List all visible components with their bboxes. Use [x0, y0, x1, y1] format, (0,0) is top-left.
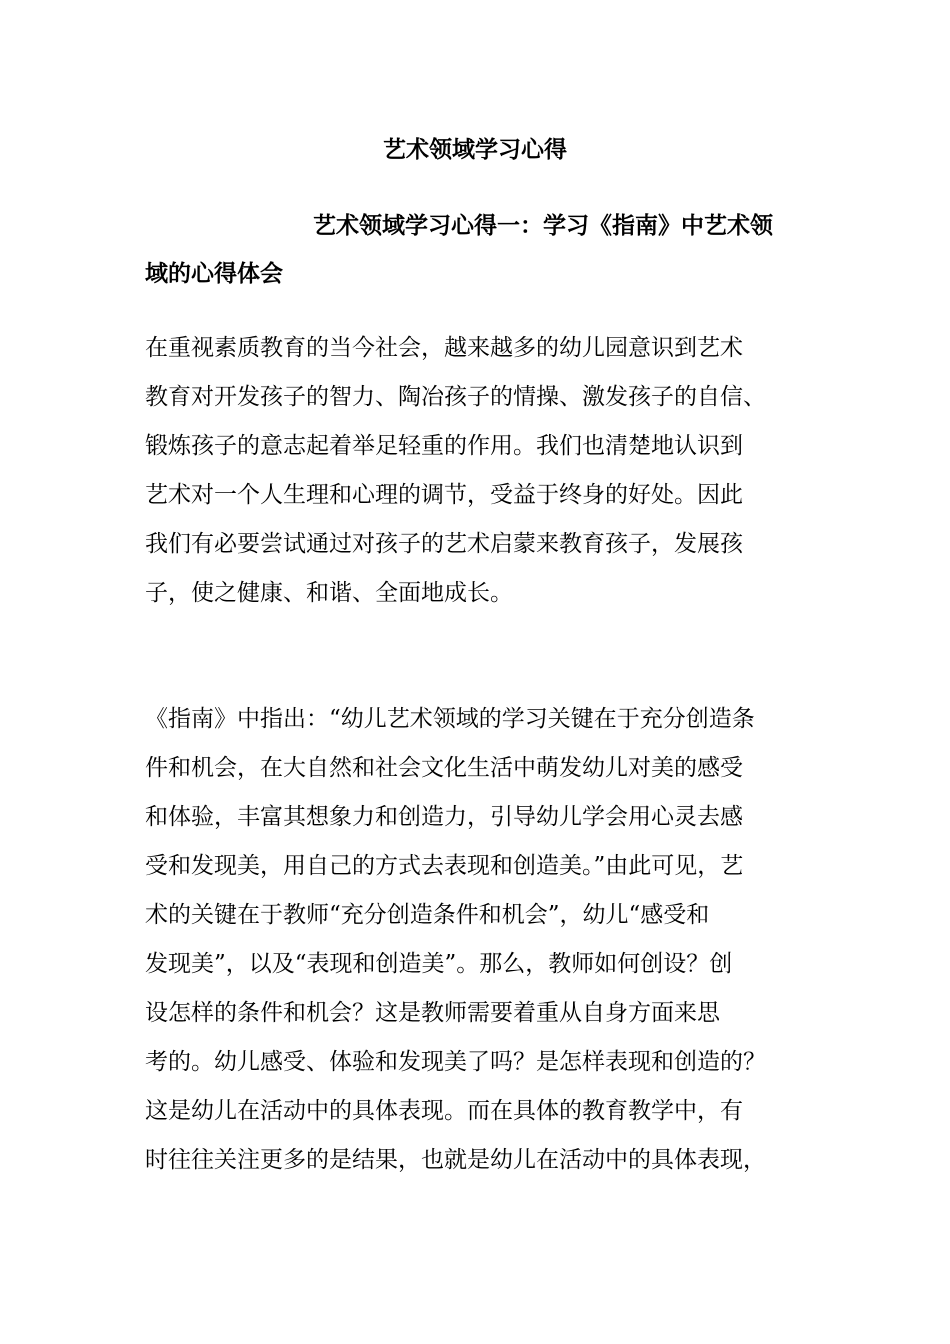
text-line: 时往往关注更多的是结果，也就是幼儿在活动中的具体表现，: [145, 1147, 766, 1173]
section-heading: [145, 202, 810, 298]
text-line: 受和发现美，用自己的方式去表现和创造美。”由此可见，艺: [145, 853, 744, 879]
paragraph-intro: [145, 324, 835, 618]
paragraph-guide-quote: [145, 695, 835, 1185]
section-heading-line: 艺术领域学习心得一：学习《指南》中艺术领: [313, 212, 773, 239]
text-line: 发现美”，以及“表现和创造美”。那么，教师如何创设？创: [145, 951, 733, 977]
text-line: 教育对开发孩子的智力、陶冶孩子的情操、激发孩子的自信、: [145, 384, 766, 410]
text-line: 在重视素质教育的当今社会，越来越多的幼儿园意识到艺术: [145, 335, 743, 361]
text-line: 《指南》中指出：“幼儿艺术领域的学习关键在于充分创造条: [145, 706, 755, 732]
text-line: 和体验，丰富其想象力和创造力，引导幼儿学会用心灵去感: [145, 804, 743, 830]
document-title: 艺术领域学习心得: [383, 136, 567, 163]
text-line: 艺术对一个人生理和心理的调节，受益于终身的好处。因此: [145, 482, 743, 508]
text-line: 锻炼孩子的意志起着举足轻重的作用。我们也清楚地认识到: [145, 433, 743, 459]
text-line: 件和机会，在大自然和社会文化生活中萌发幼儿对美的感受: [145, 755, 743, 781]
text-line: 这是幼儿在活动中的具体表现。而在具体的教育教学中，有: [145, 1098, 743, 1124]
text-line: 我们有必要尝试通过对孩子的艺术启蒙来教育孩子，发展孩: [145, 531, 743, 557]
text-line: 考的。幼儿感受、体验和发现美了吗？是怎样表现和创造的？: [145, 1049, 766, 1075]
section-heading-line: 域的心得体会: [145, 260, 283, 287]
text-line: 设怎样的条件和机会？这是教师需要着重从自身方面来思: [145, 1000, 720, 1026]
text-line: 子，使之健康、和谐、全面地成长。: [145, 580, 513, 606]
text-line: 术的关键在于教师“充分创造条件和机会”，幼儿“感受和: [145, 902, 710, 928]
